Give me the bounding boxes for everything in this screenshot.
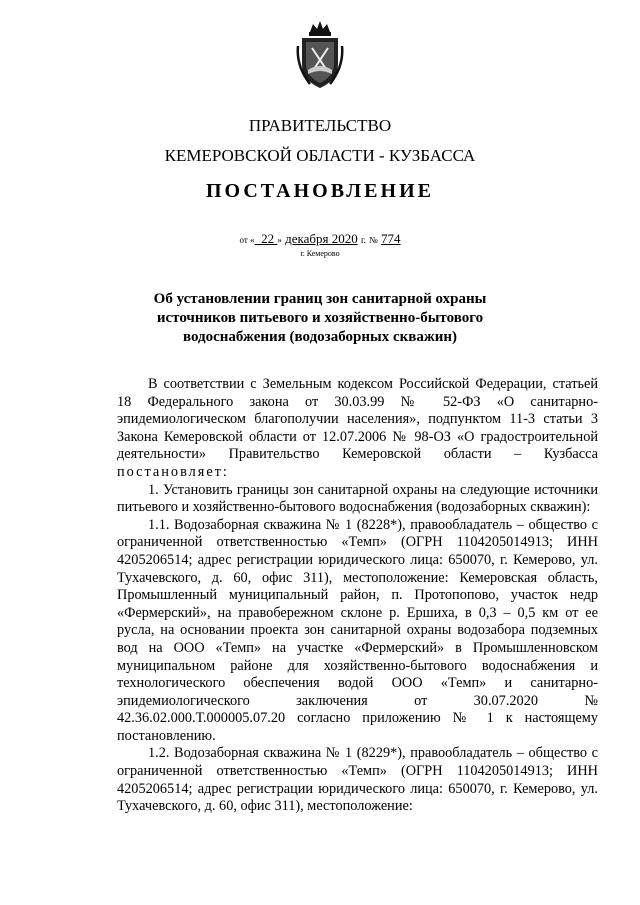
document-subject: Об установлении границ зон санитарной охраны источников питьевого и хозяйственно-бытового водоснабжения (водозаборных скважин): [153, 291, 487, 345]
date-prefix: от «: [239, 235, 255, 245]
paragraph-preamble: В соответствии с Земельным кодексом Российской Федерации, статьей 18 Федерального закона от 30.03.99 № 52-ФЗ «О санитарно-эпидемиологическом благополучии населения», подпунктом 11-3 статьи 3 Закона Кемеровской области от 12.07.2006 № 98-ОЗ «О градостроительной деятельности» Правительство Кемеровской области – Кузбасса постановляет:: [117, 376, 598, 480]
government-name-line2: КЕМЕРОВСКОЙ ОБЛАСТИ - КУЗБАССА: [164, 146, 476, 165]
date-separator: »: [277, 235, 282, 245]
paragraph-item-1-1: 1.1. Водозаборная скважина № 1 (8228*), правообладатель – общество с ограниченной ответственностью «Темп» (ОГРН 1104205014913; ИНН 4205206514; адрес регистрации юридического лица: 650070, г. Кемерово, ул. Тухачевского, д. 60, офис 311), местоположение: Кемеровская область, Промышленный муниципальный район, п. Протопопово, участок недр «Фермерский», на правобережном склоне р. Ершиха, в 0,3 – 0,5 км от ее русла, на основании проекта зон санитарной охраны водозабора подземных вод на ООО «Темп» на участке «Фермерский» в Промышленновском муниципальном районе для хозяйственно-бытового водоснабжения и технологического обеспечения водой ООО «Темп» и санитарно-эпидемиологического заключения от 30.07.2020 № 42.36.02.000.Т.000005.07.20 согласно приложению № 1 к настоящему постановлению.: [117, 516, 598, 744]
city-name: г. Кемерово: [300, 249, 340, 258]
resolves-word: постановляет:: [117, 463, 229, 480]
paragraph-item-1: 1. Установить границы зон санитарной охраны на следующие источники питьевого и хозяйственно-бытового водоснабжения (водозаборных скважин):: [117, 481, 598, 516]
number-prefix: №: [369, 235, 378, 245]
document-body: [117, 376, 598, 816]
document-type-title: ПОСТАНОВЛЕНИЕ: [206, 180, 434, 202]
document-number: 774: [380, 231, 401, 246]
date-year-suffix: г.: [360, 235, 366, 245]
date-number-line: [0, 231, 640, 247]
paragraph-item-1-2: 1.2. Водозаборная скважина № 1 (8229*), правообладатель – общество с ограниченной ответственностью «Темп» (ОГРН 1104205014913; ИНН 4205206514; адрес регистрации юридического лица: 650070, г. Кемерово, ул. Тухачевского, д. 60, офис 311), местоположение:: [117, 745, 598, 815]
date-day: 22: [261, 231, 275, 246]
government-name-line1: ПРАВИТЕЛЬСТВО: [248, 116, 392, 135]
coat-of-arms-emblem: [296, 18, 344, 90]
date-month-year: декабря 2020: [285, 231, 358, 246]
